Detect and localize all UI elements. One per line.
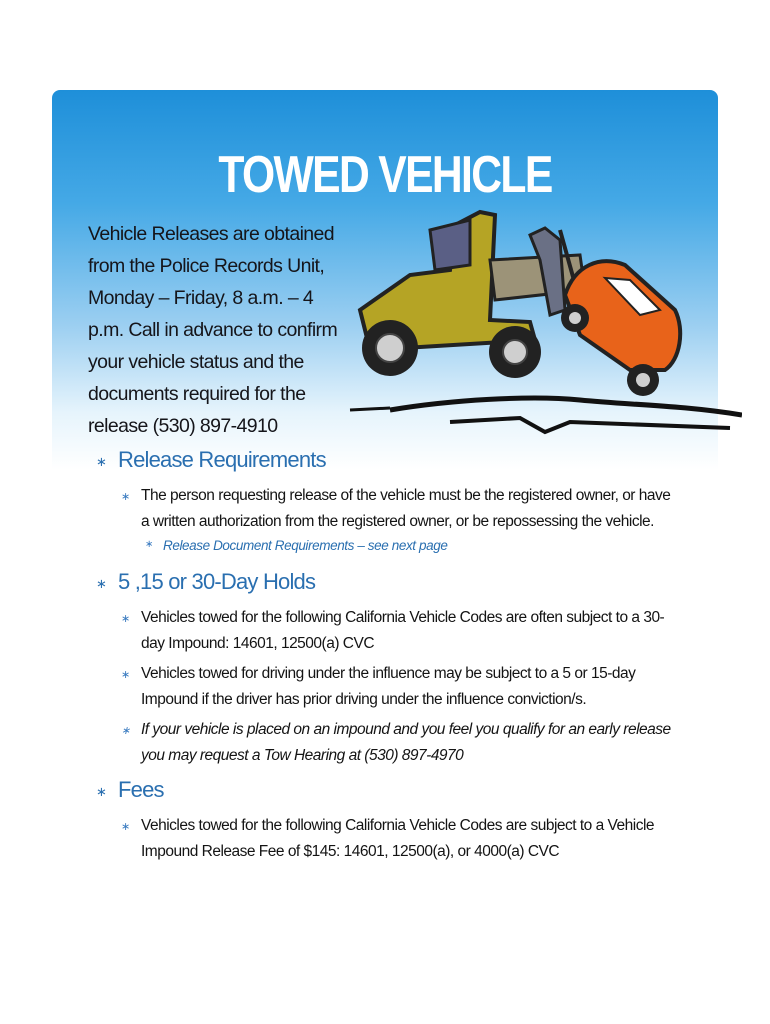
bullet-icon: ∗ (96, 576, 107, 591)
bullet-icon: ∗ (96, 454, 107, 469)
list-item (121, 483, 681, 535)
bullet-icon: ∗ (121, 491, 130, 503)
bullet-icon: ∗ (121, 613, 130, 625)
bullet-icon: ∗ (96, 784, 107, 799)
section-day-holds (96, 569, 316, 595)
list-item-text: The person requesting release of the vehicle must be the registered owner, or have a written authorization from the registered owner, or be repossessing the vehicle. (141, 487, 671, 530)
section-heading: Fees (118, 777, 164, 802)
list-item (121, 813, 681, 865)
intro-text: Vehicle Releases are obtained from the Police Records Unit, Monday – Friday, 8 a.m. – 4 p.m. Call in advance to confirm your vehicle status and the documents required for the release (530) 897-4910 (88, 223, 338, 437)
bullet-icon: ∗ (121, 725, 130, 737)
list-item-text: If your vehicle is placed on an impound and you feel you qualify for an early release you may request a Tow Hearing at (530) 897-4970 (141, 721, 671, 764)
bullet-icon: ∗ (121, 821, 130, 833)
bullet-icon: ∗ (121, 669, 130, 681)
section-heading: Release Requirements (118, 447, 326, 472)
list-item-text: Vehicles towed for the following California Vehicle Codes are subject to a Vehicle Impound Release Fee of $145: 14601, 12500(a), or 4000(a) CVC (141, 817, 655, 860)
list-item (121, 605, 681, 657)
list-item-text: Vehicles towed for the following California Vehicle Codes are often subject to a 30-day Impound: 14601, 12500(a) CVC (141, 609, 665, 652)
list-item (121, 717, 681, 769)
section-release-requirements (96, 447, 326, 473)
bullet-icon: ∗ (145, 539, 153, 550)
list-item-text: Vehicles towed for driving under the influence may be subject to a 5 or 15-day Impound if the driver has prior driving under the influence conviction/s. (141, 665, 636, 708)
tow-truck-illustration (330, 200, 742, 440)
sub-list-item (145, 538, 448, 553)
section-fees (96, 777, 164, 803)
page-title: TOWED VEHICLE (218, 146, 552, 204)
list-item (121, 661, 681, 713)
release-document-link[interactable]: Release Document Requirements – see next page (163, 538, 448, 553)
section-heading: 5 ,15 or 30-Day Holds (118, 569, 316, 594)
